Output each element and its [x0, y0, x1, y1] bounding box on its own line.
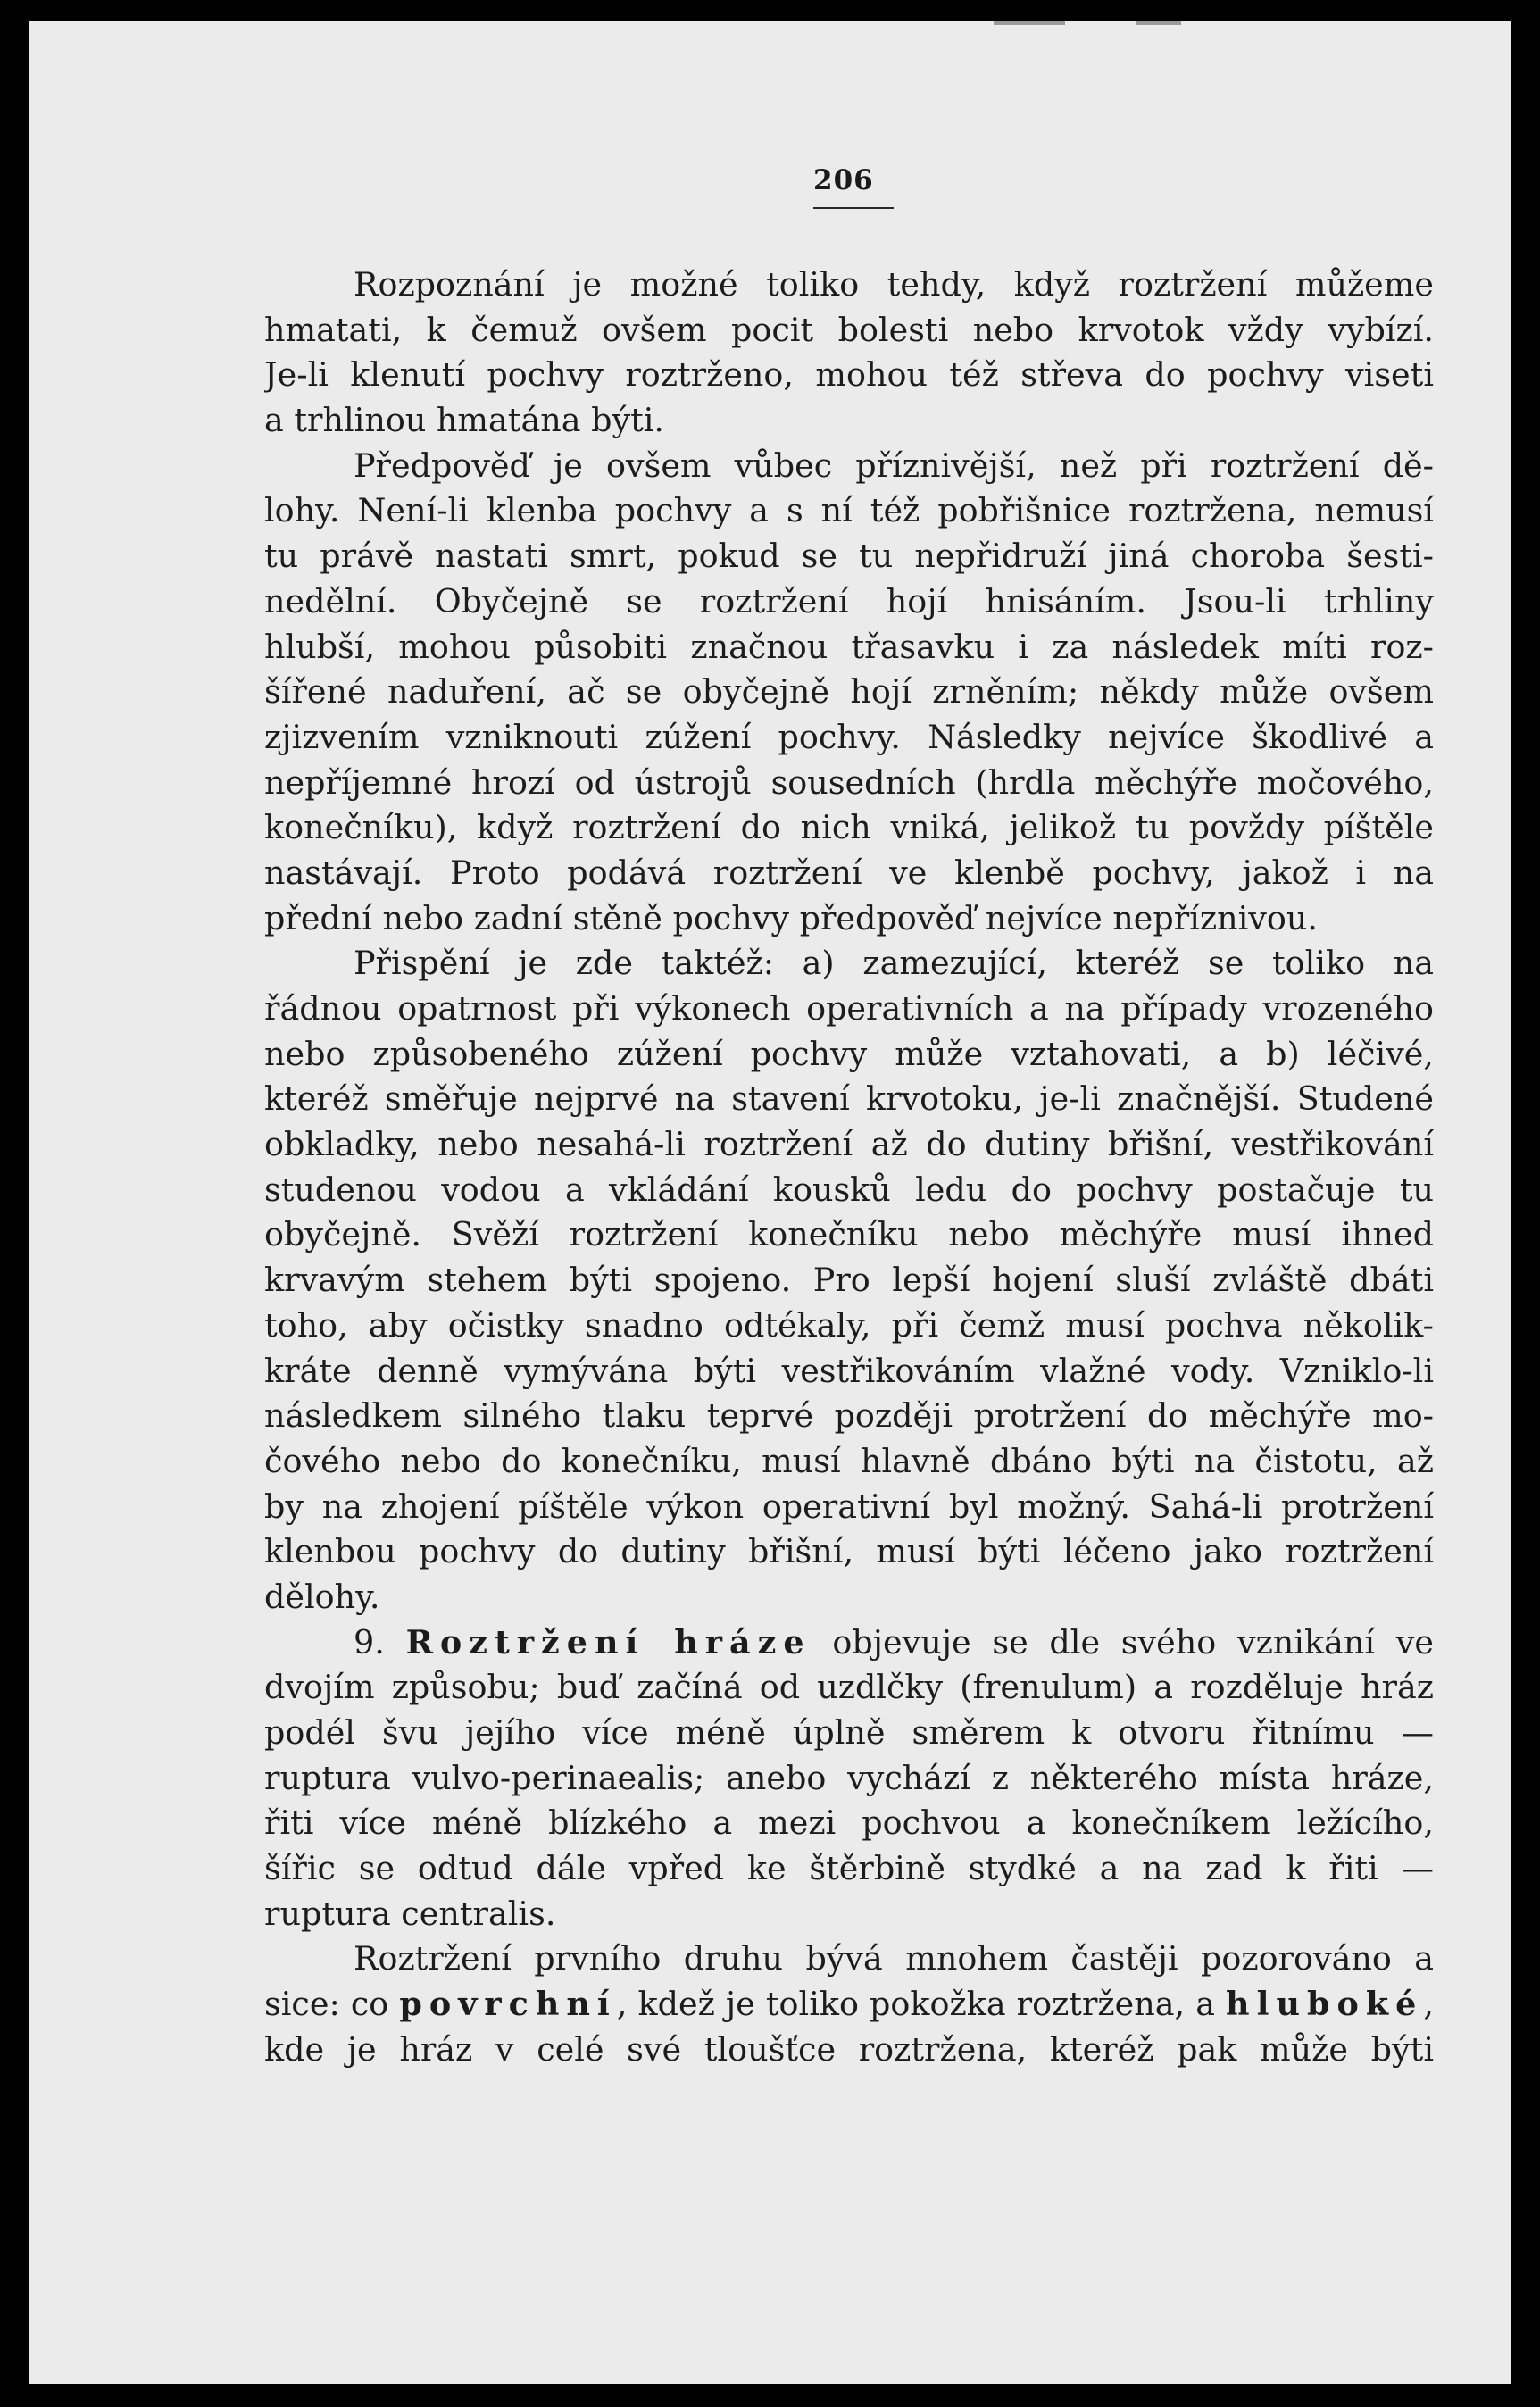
text-line: zjizvením vzniknouti zúžení pochvy. Následky nejvíce škodlivé a	[264, 717, 1434, 756]
text-line: nastávají. Proto podává roztržení ve klenbě pochvy, jakož i na	[264, 853, 1434, 892]
text-line: kráte denně vymývána býti vestřikováním vlažné vody. Vzniklo-li	[264, 1351, 1434, 1390]
text-line: obkladky, nebo nesahá-li roztržení až do dutiny břišní, vestřikování	[264, 1125, 1434, 1164]
scan-edge-mark	[1136, 21, 1181, 25]
text-line: toho, aby očistky snadno odtékaly, při čemž musí pochva několik-	[264, 1305, 1434, 1345]
text-line: klenbou pochvy do dutiny břišní, musí býti léčeno jako roztržení	[264, 1532, 1434, 1571]
text-line: dělohy.	[264, 1577, 380, 1616]
text-line: Roztržení prvního druhu bývá mnohem častěji pozorováno a	[354, 1939, 1434, 1978]
text-line: dvojím způsobu; buď začíná od uzdlčky (frenulum) a rozděluje hráz	[264, 1668, 1434, 1707]
text-line: ruptura centralis.	[264, 1894, 556, 1933]
text-line: nebo způsobeného zúžení pochvy může vztahovati, a b) léčivé,	[264, 1034, 1434, 1073]
text-line: následkem silného tlaku teprvé později protržení do měchýře mo-	[264, 1396, 1434, 1436]
text-line: tu právě nastati smrt, pokud se tu nepřidruží jiná choroba šesti-	[264, 537, 1434, 576]
text-line: hmatati, k čemuž ovšem pocit bolesti nebo krvotok vždy vybízí.	[264, 310, 1434, 349]
text-line: kde je hráz v celé své tloušťce roztržena, kteréž pak může býti	[264, 2029, 1434, 2069]
line-text: , kdež je toliko pokožka roztržena, a	[616, 1985, 1215, 2024]
text-line: podél švu jejího více méně úplně směrem k otvoru řitnímu —	[264, 1713, 1434, 1752]
text-line: nepříjemné hrozí od ústrojů sousedních (hrdla měchýře močového,	[264, 762, 1434, 802]
text-line: ruptura vulvo-perinaealis; anebo vychází z některého místa hráze,	[264, 1758, 1434, 1797]
section-term: Roztržení hráze	[405, 1622, 812, 1662]
text-line: studenou vodou a vkládání kousků ledu do pochvy postačuje tu	[264, 1170, 1434, 1209]
section-number: 9.	[354, 1622, 385, 1662]
text-line: řiti více méně blízkého a mezi pochvou a konečníkem ležícího,	[264, 1803, 1434, 1843]
text-line: řádnou opatrnost při výkonech operativních a na případy vrozeného	[264, 989, 1434, 1028]
paragraph	[264, 1936, 1434, 2072]
text-line: obyčejně. Svěží roztržení konečníku nebo měchýře musí ihned	[264, 1215, 1434, 1254]
paragraph	[264, 1620, 1434, 1937]
page-number-rule	[813, 207, 894, 209]
paragraph	[264, 444, 1434, 942]
line-text: objevuje se dle svého vznikání ve	[832, 1622, 1434, 1662]
text-line: Je-li klenutí pochvy roztrženo, mohou též střeva do pochvy viseti	[264, 355, 1434, 395]
text-line: přední nebo zadní stěně pochvy předpověď nejvíce nepříznivou.	[264, 898, 1318, 937]
text-line: krvavým stehem býti spojeno. Pro lepší hojení sluší zvláště dbáti	[264, 1261, 1434, 1300]
text-line	[264, 1620, 1434, 1666]
emphasized-term: hluboké	[1226, 1985, 1424, 2024]
line-text: sice: co	[264, 1985, 389, 2024]
scan-edge-mark	[994, 21, 1065, 25]
text-line: kteréž směřuje nejprvé na stavení krvotoku, je-li značnější. Studené	[264, 1079, 1434, 1119]
body-text	[264, 262, 1434, 2073]
text-line: Rozpoznání je možné toliko tehdy, když roztržení můžeme	[354, 265, 1434, 304]
text-line: lohy. Není-li klenba pochvy a s ní též pobřišnice roztržena, nemusí	[264, 491, 1434, 530]
text-line: čového nebo do konečníku, musí hlavně dbáno býti na čistotu, až	[264, 1441, 1434, 1480]
text-line: a trhlinou hmatána býti.	[264, 401, 665, 440]
text-line: šířic se odtud dále vpřed ke štěrbině stydké a na zad k řiti —	[264, 1849, 1434, 1888]
book-page	[29, 21, 1511, 2384]
text-line: konečníku), když roztržení do nich vniká, jelikož tu povždy píštěle	[264, 808, 1434, 847]
text-line: šířené naduření, ač se obyčejně hojí zrněním; někdy může ovšem	[264, 672, 1434, 712]
emphasized-term: povrchní	[399, 1985, 617, 2024]
text-line: nedělní. Obyčejně se roztržení hojí hnisáním. Jsou-li trhliny	[264, 581, 1434, 620]
line-text: ,	[1423, 1985, 1434, 2024]
text-line: Předpověď je ovšem vůbec příznivější, než při roztržení dě-	[354, 446, 1434, 485]
text-line	[264, 1982, 1434, 2028]
paragraph	[264, 262, 1434, 444]
text-line: Přispění je zde taktéž: a) zamezující, kteréž se toliko na	[354, 944, 1434, 983]
page-number: 206	[813, 164, 874, 196]
paragraph	[264, 941, 1434, 1620]
text-line: by na zhojení píštěle výkon operativní byl možný. Sahá-li protržení	[264, 1487, 1434, 1526]
text-line: hlubší, mohou působiti značnou třasavku i za následek míti roz-	[264, 627, 1434, 666]
